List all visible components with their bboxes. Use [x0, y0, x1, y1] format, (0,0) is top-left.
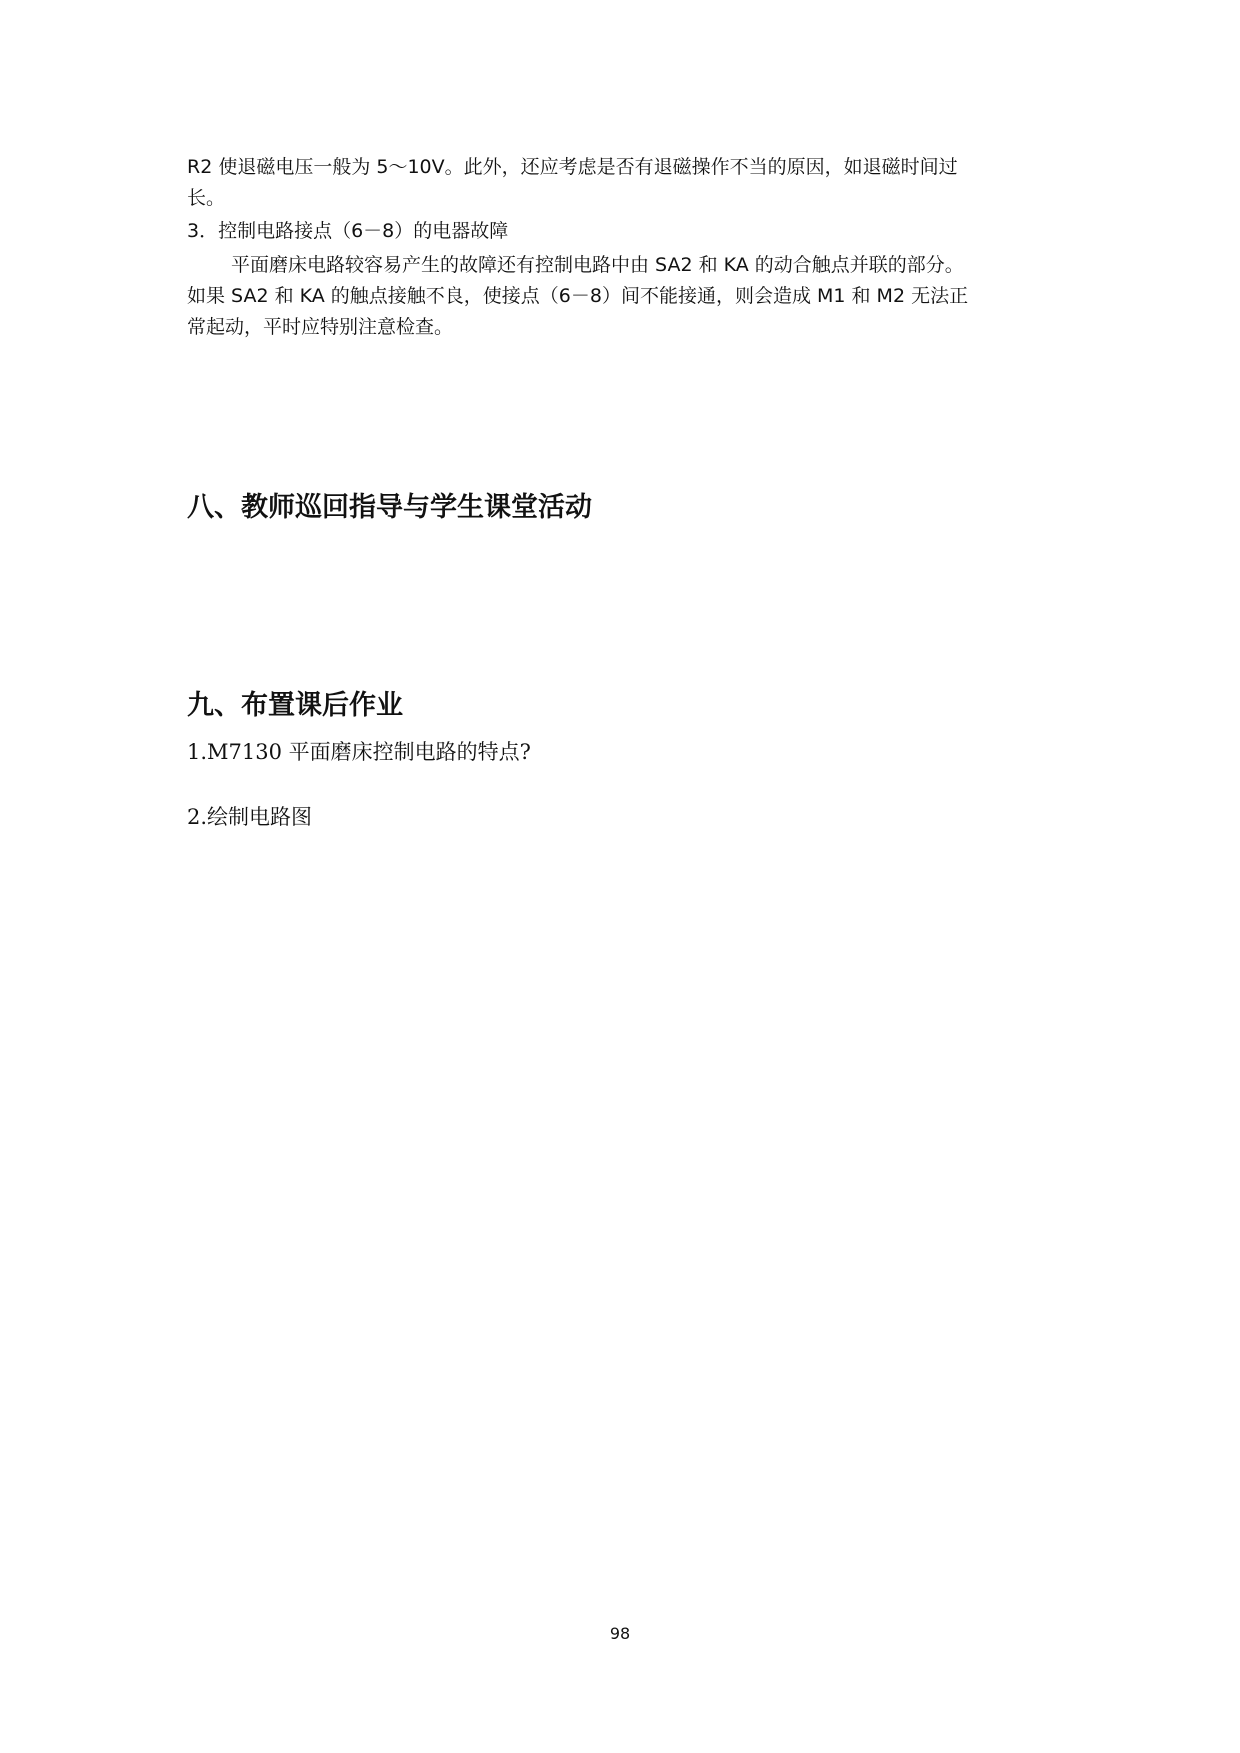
- text-line: 3．控制电路接点（6－8）的电器故障: [187, 220, 509, 242]
- text-line: 如果 SA2 和 KA 的触点接触不良，使接点（6－8）间不能接通，则会造成 M1 和 M2 无法正: [187, 285, 969, 307]
- text-line: 平面磨床电路较容易产生的故障还有控制电路中由 SA2 和 KA 的动合触点并联的部分。: [231, 254, 964, 276]
- section-8-heading: 八、教师巡回指导与学生课堂活动: [187, 492, 592, 523]
- paragraph-demagnetize-voltage: [187, 152, 1057, 214]
- text-line: 常起动，平时应特别注意检查。: [187, 316, 454, 338]
- item-3-title: [187, 216, 1057, 247]
- text-line: R2 使退磁电压一般为 5～10V。此外，还应考虑是否有退磁操作不当的原因，如退磁时间过: [187, 156, 958, 178]
- homework-item-1: 1.M7130 平面磨床控制电路的特点?: [187, 740, 531, 764]
- paragraph-control-circuit-fault: [187, 250, 1057, 343]
- text-line: 长。: [187, 187, 226, 209]
- homework-item-2: 2.绘制电路图: [187, 805, 313, 829]
- page-number: 98: [609, 1624, 631, 1643]
- section-9-heading: 九、布置课后作业: [187, 690, 403, 721]
